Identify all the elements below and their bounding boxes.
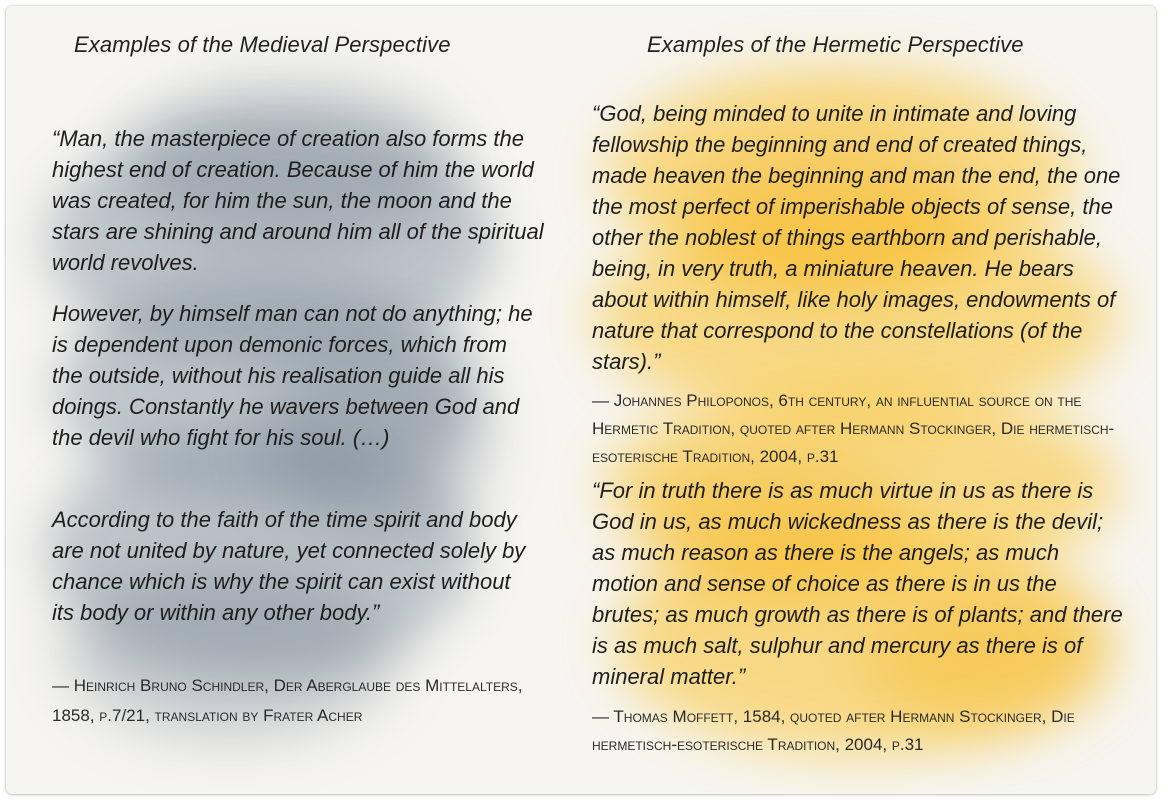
medieval-quote-2: However, by himself man can not do anything; he is dependent upon demonic forces, which from the outside, without his realisation guide all his doings. Constantly he wavers between God and the devil who fight for his soul. (…) (52, 301, 533, 450)
hermetic-citation-2: — Thomas Moffett, 1584, quoted after Hermann Stockinger, Die hermetisch-esoterische Tradition, 2004, p.31 (592, 707, 1075, 754)
medieval-quote-3: According to the faith of the time spirit and body are not united by nature, yet connected solely by chance which is why the spirit can exist without its body or within any other body.” (52, 507, 526, 625)
hermetic-citation-1: — Johannes Philoponos, 6th century, an influential source on the Hermetic Tradition, quoted after Hermann Stockinger, Die hermetisch-esoterische Tradition, 2004, p.31 (592, 391, 1115, 466)
page-card (6, 6, 1156, 794)
hermetic-heading: Examples of the Hermetic Perspective (647, 32, 1024, 57)
medieval-heading: Examples of the Medieval Perspective (74, 32, 451, 57)
medieval-quote-1: “Man, the masterpiece of creation also forms the highest end of creation. Because of him the world was created, for him the sun, the moon and the stars are shining and around him all of the spiritual world revolves. (52, 126, 544, 275)
hermetic-quote-1: “God, being minded to unite in intimate and loving fellowship the beginning and end of created things, made heaven the beginning and man the end, the one the most perfect of imperishable objects of sense, the other the noblest of things earthborn and perishable, being, in very truth, a miniature heaven. He bears about within himself, like holy images, endowments of nature that correspond to the constellations (of the stars).” (592, 101, 1121, 374)
medieval-citation: — Heinrich Bruno Schindler, Der Aberglaube des Mittelalters, 1858, p.7/21, translation by Frater Acher (52, 676, 523, 725)
hermetic-quote-2: “For in truth there is as much virtue in us as there is God in us, as much wickedness as there is the devil; as much reason as there is the angels; as much motion and sense of choice as there is in us the brutes; as much growth as there is of plants; and there is as much salt, sulphur and mercury as there is of mineral matter.” (592, 478, 1123, 689)
